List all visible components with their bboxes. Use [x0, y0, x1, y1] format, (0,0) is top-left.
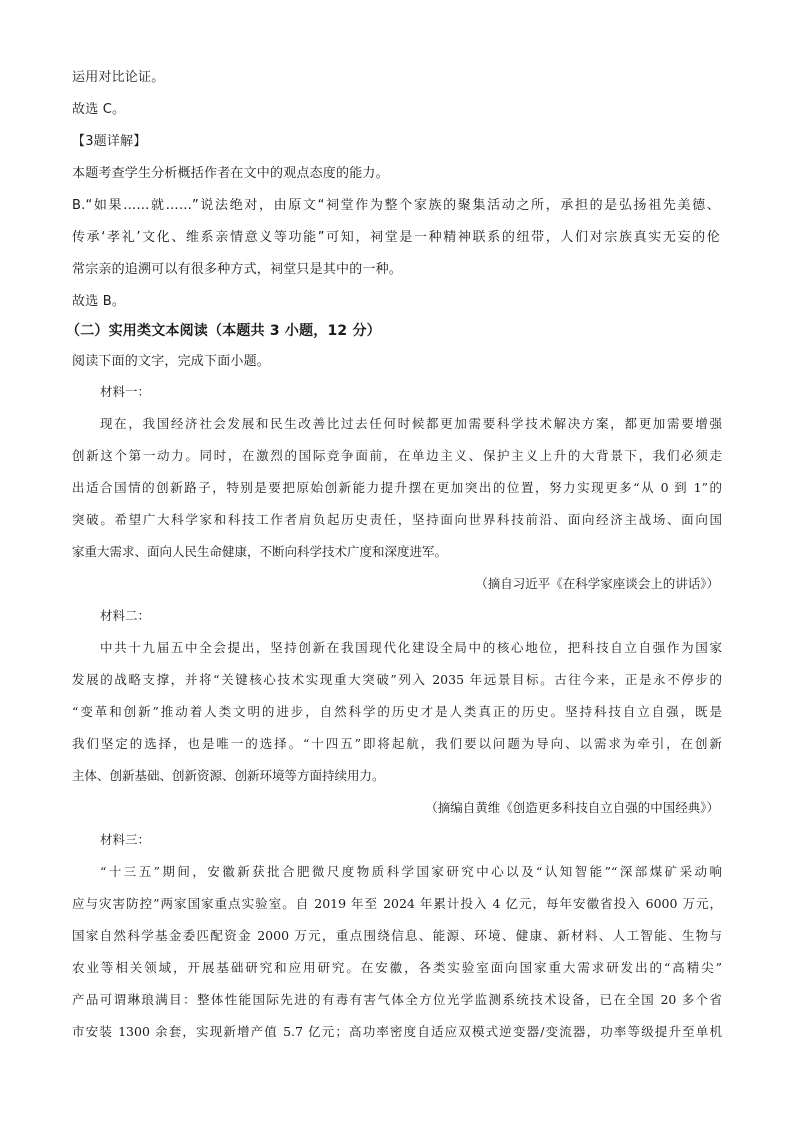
- analysis-line-5: B.“如果……就……”说法绝对，由原文“祠堂作为整个家族的聚集活动之所，承担的是弘扬祖先美德、: [72, 198, 720, 213]
- material-3-line-2: 应与灾害防控”两家国家重点实验室。自 2019 年至 2024 年累计投入 4 亿元，每年安徽省投入 6000 万元，: [72, 896, 722, 911]
- analysis-line-8: 故选 B。: [72, 294, 126, 309]
- material-1-source: （摘自习近平《在科学家座谈会上的讲话》）: [475, 576, 719, 591]
- material-3-line-1: “十三五”期间，安徽新获批合肥微尺度物质科学国家研究中心以及“认知智能”“深部煤矿采动响: [100, 864, 722, 879]
- material-2-label: 材料二：: [100, 608, 151, 623]
- material-3-line-5: 产品可谓琳琅满目：整体性能国际先进的有毒有害气体全方位光学监测系统技术设备，已在全国 20 多个省: [72, 992, 722, 1007]
- material-3-line-4: 农业等相关领域，开展基础研究和应用研究。在安徽，各类实验室面向国家重大需求研发出的“高精尖”: [72, 960, 722, 975]
- material-1-line-3: 出适合国情的创新路子，特别是要把原始创新能力提升摆在更加突出的位置，努力实现更多“从 0 到 1”的: [72, 480, 722, 495]
- analysis-line-4: 本题考查学生分析概括作者在文中的观点态度的能力。: [72, 166, 389, 181]
- section-instruction: 阅读下面的文字，完成下面小题。: [72, 354, 271, 369]
- material-2-line-5: 主体、创新基础、创新资源、创新环境等方面持续用力。: [72, 768, 385, 783]
- material-3-label: 材料三：: [100, 832, 151, 847]
- material-1-label: 材料一：: [100, 384, 151, 399]
- analysis-line-1: 运用对比论证。: [72, 70, 165, 85]
- material-1-line-5: 家重大需求、面向人民生命健康，不断向科学技术广度和深度进军。: [72, 544, 448, 559]
- subquestion-heading: 【3题详解】: [72, 134, 147, 149]
- section-heading: （二）实用类文本阅读（本题共 3 小题，12 分）: [66, 323, 381, 339]
- material-3-line-6: 市安装 1300 余套，实现新增产值 5.7 亿元；高功率密度自适应双模式逆变器/变流器，功率等级提升至单机: [72, 1024, 722, 1039]
- material-2-line-4: 我们坚定的选择，也是唯一的选择。“十四五”即将起航，我们要以问题为导向、以需求为牵引，在创新: [72, 736, 722, 751]
- analysis-line-7: 常宗亲的追溯可以有很多种方式，祠堂只是其中的一种。: [72, 262, 403, 277]
- material-2-line-1: 中共十九届五中全会提出，坚持创新在我国现代化建设全局中的核心地位，把科技自立自强作为国家: [100, 640, 722, 655]
- material-1-line-1: 现在，我国经济社会发展和民生改善比过去任何时候都更加需要科学技术解决方案，都更加需要增强: [100, 416, 722, 431]
- material-3-line-3: 国家自然科学基金委匹配资金 2000 万元，重点围绕信息、能源、环境、健康、新材料、人工智能、生物与: [72, 928, 722, 943]
- analysis-line-2: 故选 C。: [72, 102, 126, 117]
- material-1-line-2: 创新这个第一动力。同时，在激烈的国际竞争面前，在单边主义、保护主义上升的大背景下，我们必须走: [72, 448, 722, 463]
- material-2-line-2: 发展的战略支撑，并将“关键核心技术实现重大突破”列入 2035 年远景目标。古往今来，正是永不停步的: [72, 672, 722, 687]
- material-1-line-4: 突破。希望广大科学家和科技工作者肩负起历史责任，坚持面向世界科技前沿、面向经济主战场、面向国: [72, 512, 722, 527]
- analysis-line-6: 传承‘孝礼’文化、维系亲情意义等功能”可知，祠堂是一种精神联系的纽带，人们对宗族真实无妄的伦: [72, 230, 720, 245]
- material-2-line-3: “变革和创新”推动着人类文明的进步，自然科学的历史才是人类真正的历史。坚持科技自立自强，既是: [72, 704, 722, 719]
- material-2-source: （摘编自黄维《创造更多科技自立自强的中国经典》）: [425, 800, 719, 815]
